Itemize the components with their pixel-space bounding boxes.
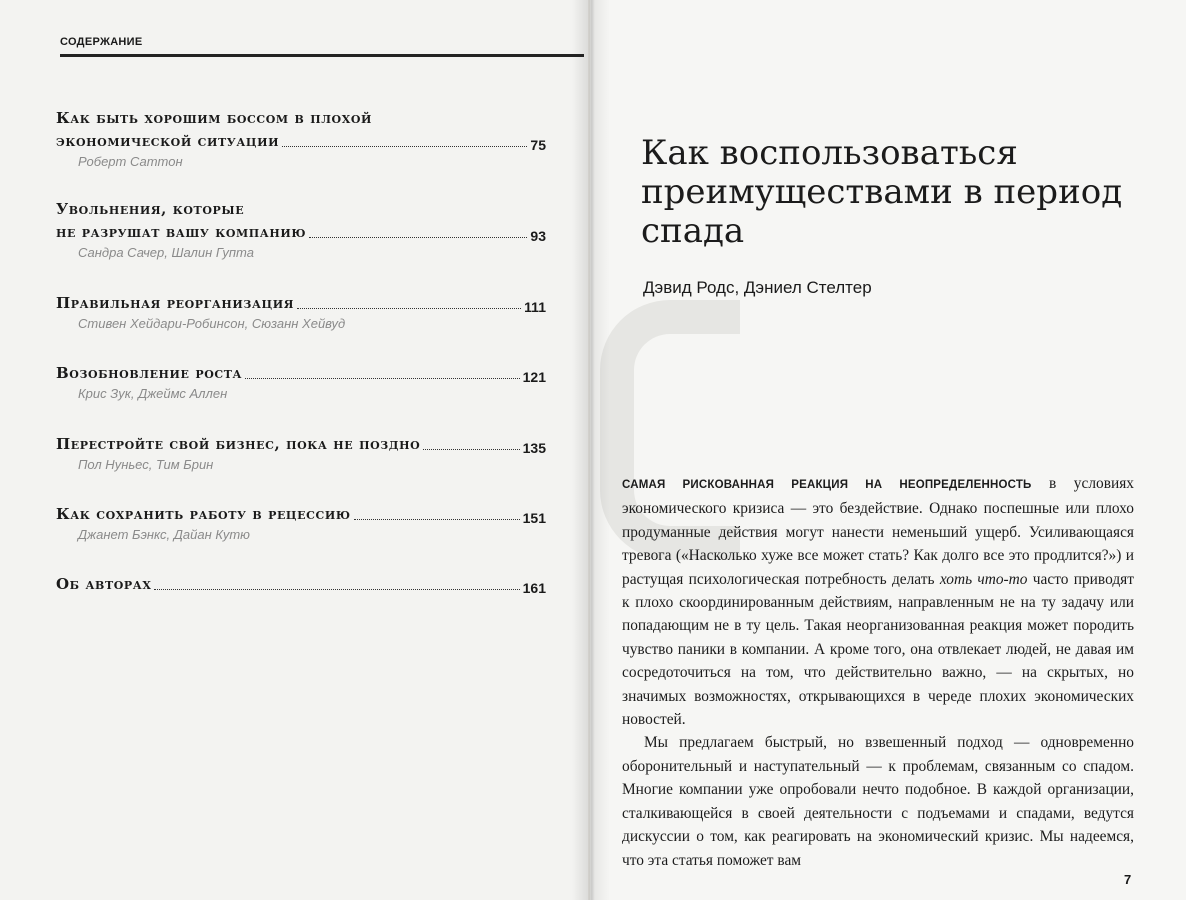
article-authors: Дэвид Родс, Дэниел Стелтер	[643, 278, 872, 297]
toc-leader-dots	[354, 519, 520, 520]
toc-leader-dots	[423, 449, 519, 450]
article-paragraph	[622, 472, 1134, 731]
toc-entry-authors: Пол Нуньес, Тим Брин	[78, 457, 214, 472]
toc-entry-authors: Роберт Саттон	[78, 154, 183, 169]
toc-entry-authors: Крис Зук, Джеймс Аллен	[78, 386, 228, 401]
toc-entry-title: Правильная реорганизация	[56, 294, 295, 312]
page-number: 7	[1124, 872, 1132, 887]
toc-entry[interactable]	[56, 107, 546, 170]
toc-page-number: 161	[522, 580, 546, 596]
toc-entry-authors: Сандра Сачер, Шалин Гупта	[78, 245, 254, 260]
toc-entry-title-line1: Как быть хорошим боссом в плохой	[56, 109, 373, 127]
toc-entry-title: экономической ситуации	[56, 132, 280, 150]
toc-page-number: 111	[524, 299, 546, 315]
toc-leader-dots	[297, 308, 521, 309]
toc-entry[interactable]	[56, 198, 546, 261]
toc-header: СОДЕРЖАНИЕ	[60, 36, 143, 48]
toc-page-number: 135	[522, 440, 546, 456]
toc-entry-authors: Стивен Хейдари-Робинсон, Сюзанн Хейвуд	[78, 316, 346, 331]
toc-entry[interactable]	[56, 503, 546, 543]
toc-page-number: 75	[530, 137, 546, 153]
toc-entry-authors: Джанет Бэнкс, Дайан Кутю	[78, 527, 250, 542]
toc-page-number: 121	[522, 369, 546, 385]
article-body	[622, 472, 1134, 872]
paragraph-text: часто приводят к плохо скоординированным действиям, направленным не на ту задачу или попадающим не в ту цель. Такая неорганизованная реакция может породить чувство паники в компании. А кроме того, она отвлекает людей, не давая им сосредоточиться на том, что действительно важно, — на скрытых, но значимых возможностях, открывающихся в череде плохих экономических новостей.	[622, 570, 1134, 729]
toc-entry-title: Об авторах	[56, 575, 152, 593]
toc-entry[interactable]	[56, 573, 546, 596]
toc-page-number: 151	[522, 510, 546, 526]
toc-leader-dots	[309, 237, 527, 238]
paragraph-text: в условиях экономического кризиса — это бездействие. Однако поспешные или плохо продуманные действия могут нанести неменьший ущерб. Усиливающаяся тревога («Насколько хуже все может стать? Как долго все это продлится?») и растущая психологическая потребность делать	[622, 475, 1134, 588]
article-paragraph: Мы предлагаем быстрый, но взвешенный подход — одновременно оборонительный и наступательный — к проблемам, связанным со спадом. Многие компании уже опробовали нечто подобное. В каждой организации, сталкивающейся в своей деятельности с подъемами и спадами, ведутся дискуссии о том, как реагировать на экономический кризис. Мы надеемся, что эта статья поможет вам	[622, 734, 1134, 869]
toc-header-rule	[60, 54, 584, 57]
emphasis-text: хоть что-то	[939, 570, 1028, 588]
toc-entry-title: не разрушат вашу компанию	[56, 223, 307, 241]
toc-entry[interactable]	[56, 292, 546, 332]
toc-leader-dots	[245, 378, 520, 379]
toc-page-number: 93	[530, 228, 546, 244]
toc-entry[interactable]	[56, 362, 546, 402]
toc-entry-title-line1: Увольнения, которые	[56, 200, 245, 218]
lead-in-text: САМАЯ РИСКОВАННАЯ РЕАКЦИЯ НА НЕОПРЕДЕЛЕННОСТЬ	[622, 479, 1032, 491]
article-title: Как воспользоваться преимуществами в период спада	[641, 133, 1123, 251]
toc-entry-title: Возобновление роста	[56, 364, 243, 382]
toc-leader-dots	[282, 146, 527, 147]
toc-entry-title: Как сохранить работу в рецессию	[56, 505, 351, 523]
toc-entry[interactable]	[56, 433, 546, 473]
toc-entry-title: Перестройте свой бизнес, пока не поздно	[56, 435, 421, 453]
toc-leader-dots	[154, 589, 519, 590]
